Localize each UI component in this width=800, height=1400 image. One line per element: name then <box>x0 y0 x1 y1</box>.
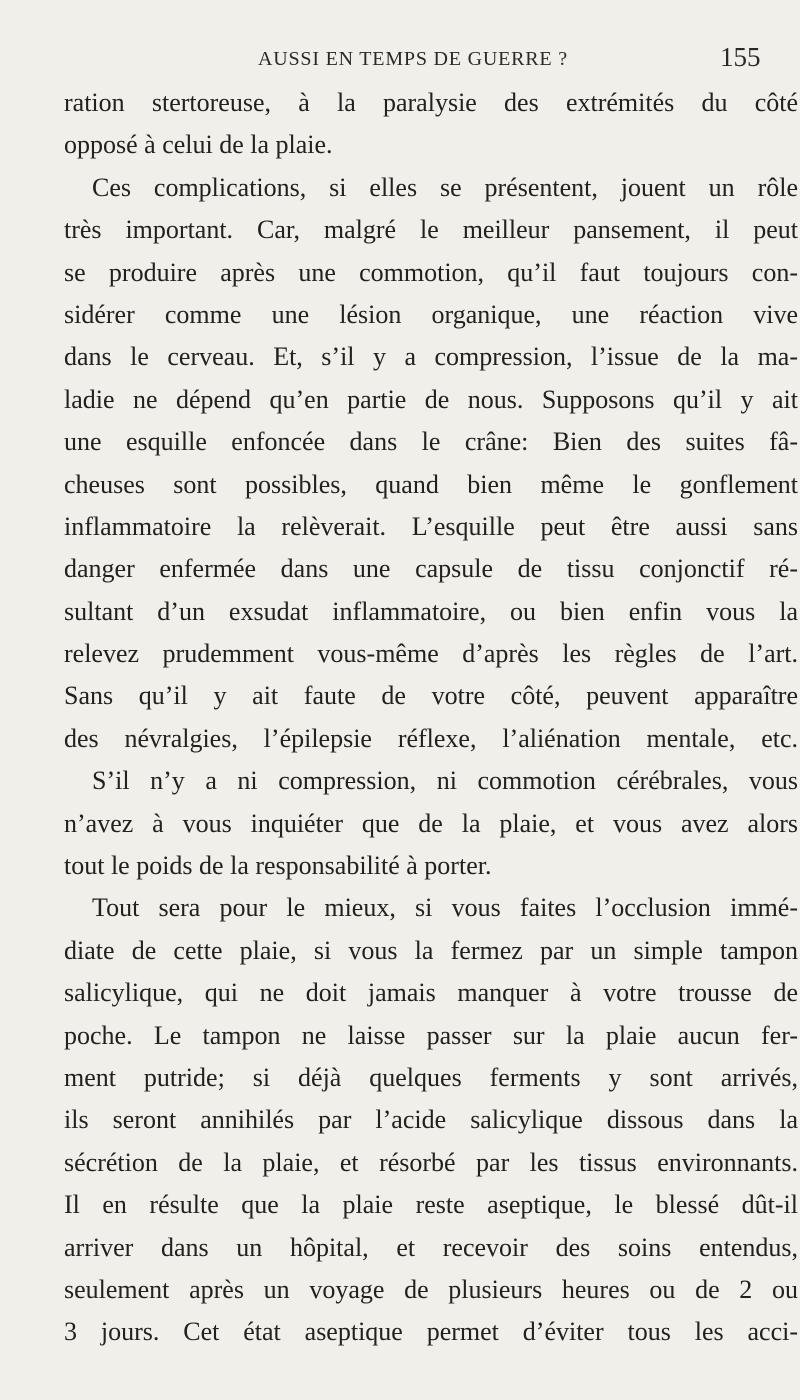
text-line: dans le cerveau. Et, s’il y a compression, l’issue de la ma- <box>64 342 798 372</box>
text-line: ils seront annihilés par l’acide salicylique dissous dans la <box>64 1105 798 1135</box>
text-line: seulement après un voyage de plusieurs heures ou de 2 ou <box>64 1274 798 1304</box>
body-text <box>64 82 798 1354</box>
text-line: Il en résulte que la plaie reste aseptique, le blessé dût-il <box>64 1190 798 1220</box>
text-line: Tout sera pour le mieux, si vous faites l’occlusion immé- <box>92 893 798 923</box>
text-line: des névralgies, l’épilepsie réflexe, l’aliénation mentale, etc. <box>64 723 798 753</box>
text-line: diate de cette plaie, si vous la fermez par un simple tampon <box>64 935 798 965</box>
text-line: très important. Car, malgré le meilleur pansement, il peut <box>64 215 798 245</box>
text-line: cheuses sont possibles, quand bien même le gonflement <box>64 469 798 499</box>
text-line: arriver dans un hôpital, et recevoir des soins entendus, <box>64 1232 798 1262</box>
text-line: poche. Le tampon ne laisse passer sur la plaie aucun fer- <box>64 1020 798 1050</box>
text-line: danger enfermée dans une capsule de tissu conjonctif ré- <box>64 554 798 584</box>
text-line: inflammatoire la relèverait. L’esquille peut être aussi sans <box>64 511 798 541</box>
page-number: 155 <box>720 42 761 72</box>
text-line: S’il n’y a ni compression, ni commotion cérébrales, vous <box>92 766 798 796</box>
text-line: 3 jours. Cet état aseptique permet d’éviter tous les acci- <box>64 1317 798 1347</box>
text-line: se produire après une commotion, qu’il faut toujours con- <box>64 257 798 287</box>
text-line: ment putride; si déjà quelques ferments y sont arrivés, <box>64 1062 798 1092</box>
text-line: ladie ne dépend qu’en partie de nous. Supposons qu’il y ait <box>64 384 798 414</box>
text-line: Ces complications, si elles se présentent, jouent un rôle <box>92 172 798 202</box>
text-line: sultant d’un exsudat inflammatoire, ou bien enfin vous la <box>64 596 798 626</box>
text-line: sidérer comme une lésion organique, une réaction vive <box>64 299 798 329</box>
text-line: ration stertoreuse, à la paralysie des extrémités du côté <box>64 88 798 117</box>
text-line: sécrétion de la plaie, et résorbé par les tissus environnants. <box>64 1147 798 1177</box>
text-line: Sans qu’il y ait faute de votre côté, peuvent apparaître <box>64 681 798 711</box>
text-line: tout le poids de la responsabilité à porter. <box>64 851 492 881</box>
running-title: AUSSI EN TEMPS DE GUERRE ? <box>258 48 568 70</box>
text-line: salicylique, qui ne doit jamais manquer à votre trousse de <box>64 978 798 1008</box>
text-line: une esquille enfoncée dans le crâne: Bien des suites fâ- <box>64 427 798 457</box>
text-line: relevez prudemment vous-même d’après les règles de l’art. <box>64 639 798 669</box>
text-line: n’avez à vous inquiéter que de la plaie, et vous avez alors <box>64 808 798 838</box>
text-line: opposé à celui de la plaie. <box>64 130 333 160</box>
